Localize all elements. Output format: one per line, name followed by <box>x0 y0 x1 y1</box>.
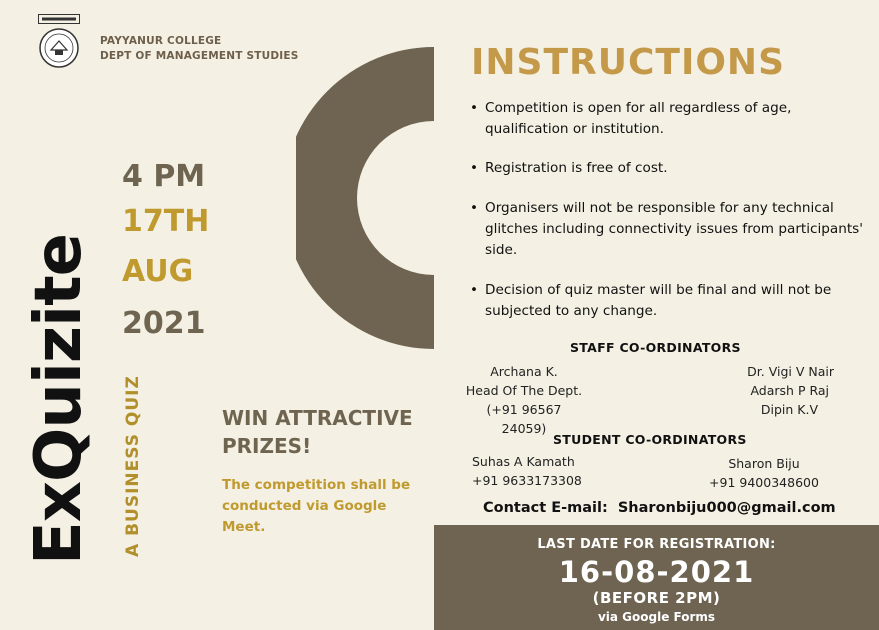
student-left-phone: +91 9633173308 <box>472 473 582 488</box>
department-title: DEPT OF MANAGEMENT STUDIES <box>100 50 299 62</box>
instruction-item: • Competition is open for all regardless of age, qualification or institution. <box>470 98 870 140</box>
registration-method: via Google Forms <box>597 610 716 624</box>
student-right-name: Sharon Biju <box>728 456 800 471</box>
registration-label: LAST DATE FOR REGISTRATION: <box>537 537 776 552</box>
prize-line-1: WIN ATTRACTIVE <box>222 406 413 430</box>
student-coordinator-left <box>472 452 582 490</box>
staff-right-name-2: Adarsh P Raj <box>750 383 829 398</box>
staff-coordinator-left <box>463 362 585 438</box>
event-day: 17TH <box>122 204 210 239</box>
registration-time-note: (BEFORE 2PM) <box>592 589 721 607</box>
college-seal-icon <box>38 14 80 70</box>
contact-email: Contact E-mail: Sharonbiju000@gmail.com <box>483 500 836 516</box>
event-title: ExQuizite <box>22 233 96 565</box>
instructions-list <box>470 98 870 322</box>
college-logo <box>38 14 80 70</box>
event-subtitle: A BUSINESS QUIZ <box>123 375 143 557</box>
student-left-name: Suhas A Kamath <box>472 454 575 469</box>
student-coordinator-right <box>700 454 828 492</box>
college-title: PAYYANUR COLLEGE <box>100 35 222 47</box>
event-month: AUG <box>122 254 194 289</box>
instruction-item: • Organisers will not be responsible for any technical glitches including connectivity issues from participants' side. <box>470 198 870 261</box>
instruction-item: • Decision of quiz master will be final and will not be subjected to any change. <box>470 280 870 322</box>
staff-left-phone: (+91 96567 24059) <box>486 402 562 436</box>
registration-banner <box>434 525 879 630</box>
instruction-item: • Registration is free of cost. <box>470 158 870 179</box>
registration-date: 16-08-2021 <box>558 555 755 589</box>
staff-coordinator-right <box>700 362 834 419</box>
decorative-half-ring <box>296 47 434 349</box>
event-time: 4 PM <box>122 159 206 194</box>
prize-line-2: PRIZES! <box>222 434 312 458</box>
student-right-phone: +91 9400348600 <box>709 475 819 490</box>
staff-left-role: Head Of The Dept. <box>465 383 583 398</box>
college-name <box>100 34 298 64</box>
staff-left-name: Archana K. <box>490 364 558 379</box>
student-coordinators-heading: STUDENT CO-ORDINATORS <box>553 432 747 447</box>
staff-right-name-1: Dr. Vigi V Nair <box>747 364 834 379</box>
instructions-title: INSTRUCTIONS <box>471 42 785 83</box>
event-year: 2021 <box>122 306 206 341</box>
staff-right-name-3: Dipin K.V <box>760 402 818 417</box>
prize-heading <box>222 404 413 460</box>
staff-coordinators-heading: STAFF CO-ORDINATORS <box>570 340 741 355</box>
competition-mode: The competition shall be conducted via Google Meet. <box>222 477 411 535</box>
